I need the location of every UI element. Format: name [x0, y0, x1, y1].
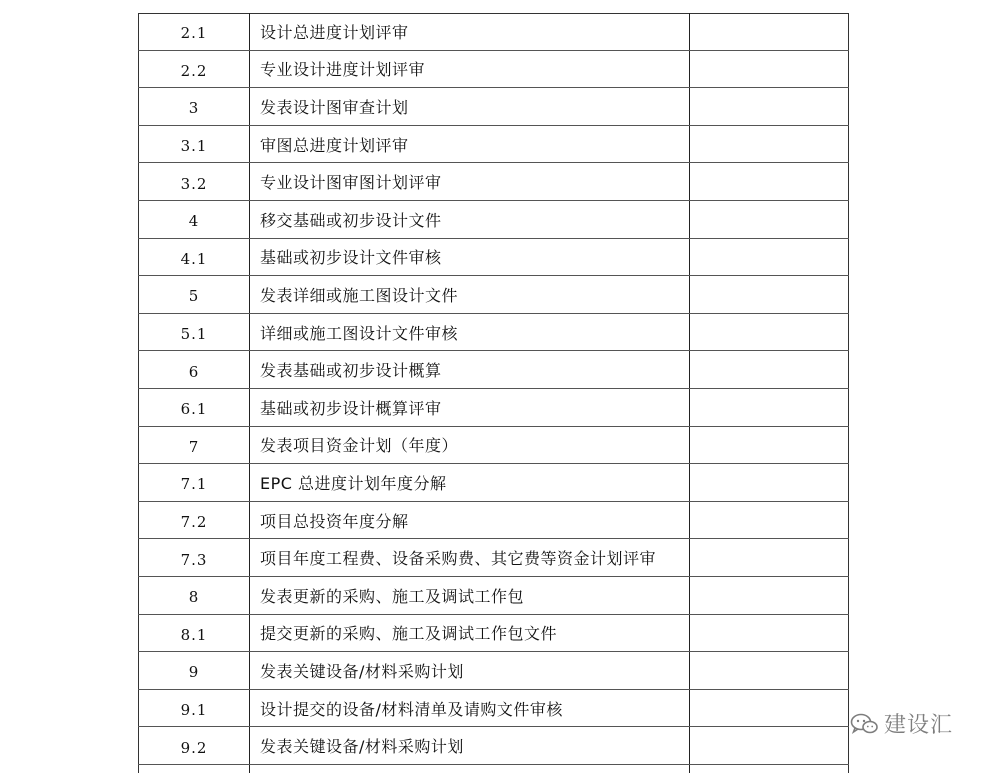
row-number: 2.2 [180, 61, 208, 80]
table-row [138, 314, 849, 352]
table-row [138, 427, 849, 465]
table-row [138, 163, 849, 201]
table-row [138, 51, 849, 89]
row-number: 9.1 [180, 701, 208, 720]
row-number: 4 [188, 212, 200, 231]
row-text: 基础或初步设计文件审核 [260, 248, 442, 268]
row-number: 3.2 [180, 174, 208, 193]
row-number: 4.1 [180, 249, 208, 268]
table-row [138, 690, 849, 728]
wechat-icon [850, 712, 878, 736]
row-number: 9 [188, 663, 200, 682]
table-row [138, 652, 849, 690]
row-number: 5.1 [180, 325, 208, 344]
table-row [138, 577, 849, 615]
row-text: 专业设计图审图计划评审 [260, 173, 442, 193]
row-number: 9.2 [180, 738, 208, 757]
row-text: 设计提交的设备/材料清单及请购文件审核 [260, 699, 563, 719]
row-text: 详细或施工图设计文件审核 [260, 323, 459, 343]
row-number: 8.1 [180, 625, 208, 644]
row-number: 2.1 [180, 24, 208, 43]
row-text: 设计总进度计划评审 [260, 22, 409, 42]
row-text: 发表更新的采购、施工及调试工作包 [260, 586, 525, 606]
row-number: 5 [188, 287, 200, 306]
table-row [138, 201, 849, 239]
row-number: 7.1 [180, 475, 208, 494]
table-row [138, 502, 849, 540]
row-number: 8 [188, 588, 200, 607]
row-number: 6 [188, 362, 200, 381]
row-text: 基础或初步设计概算评审 [260, 398, 442, 418]
row-text: EPC 总进度计划年度分解 [260, 473, 447, 493]
table-row [138, 539, 849, 577]
table-row [138, 13, 849, 51]
row-text: 提交更新的采购、施工及调试工作包文件 [260, 624, 558, 644]
row-text: 专业设计进度计划评审 [260, 60, 426, 80]
watermark [850, 708, 953, 739]
table-row [138, 351, 849, 389]
table-row [138, 389, 849, 427]
row-number: 6.1 [180, 400, 208, 419]
row-text: 项目总投资年度分解 [260, 511, 409, 531]
row-number: 7.3 [180, 550, 208, 569]
row-text: 项目年度工程费、设备采购费、其它费等资金计划评审 [260, 549, 657, 569]
row-number: 7.2 [180, 513, 208, 532]
table-row [138, 126, 849, 164]
row-text: 发表项目资金计划（年度） [260, 436, 459, 456]
table-row [138, 727, 849, 765]
row-number: 3.1 [180, 137, 208, 156]
row-number: 3 [188, 99, 200, 118]
row-text: 移交基础或初步设计文件 [260, 210, 442, 230]
table-row [138, 276, 849, 314]
watermark-text: 建设汇 [883, 713, 953, 738]
row-text: 发表设计图审查计划 [260, 97, 409, 117]
row-number: 7 [188, 437, 200, 456]
row-text: 发表关键设备/材料采购计划 [260, 661, 464, 681]
row-text: 发表基础或初步设计概算 [260, 361, 442, 381]
row-text: 审图总进度计划评审 [260, 135, 409, 155]
table-row [138, 239, 849, 277]
row-text: 发表详细或施工图设计文件 [260, 285, 459, 305]
table-row [138, 88, 849, 126]
table-row [138, 615, 849, 653]
row-text: 发表关键设备/材料采购计划 [260, 737, 464, 757]
table-row [138, 464, 849, 502]
